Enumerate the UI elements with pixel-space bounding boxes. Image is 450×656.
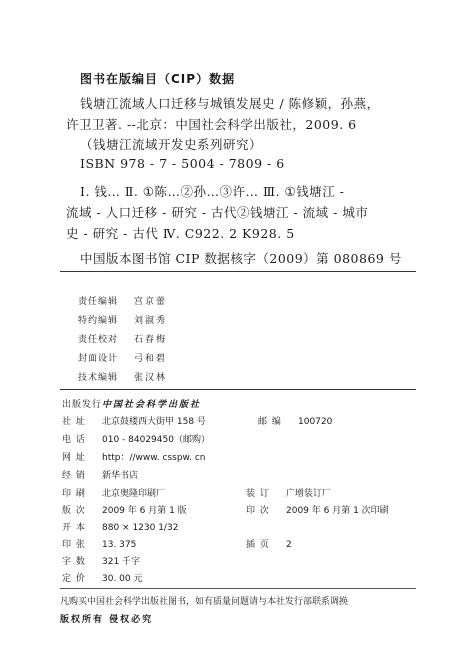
wordcount-value: 321 千字 <box>102 557 141 567</box>
format-value: 880 × 1230 1/32 <box>102 523 179 533</box>
cip-line-7: 史 - 研究 - 古代 Ⅳ. C922. 2 K928. 5 <box>66 226 295 241</box>
cip-line-1: 钱塘江流域人口迁移与城镇发展史 / 陈修颖，孙燕， <box>80 96 380 111</box>
phone-row <box>62 432 210 445</box>
cip-title: 图书在版编目（CIP）数据 <box>80 72 236 86</box>
inserts-row <box>246 537 292 550</box>
staff-value: 刘淑秀 <box>134 316 168 326</box>
postcode-value: 100720 <box>298 417 333 427</box>
website-row <box>62 450 205 463</box>
distribution-row <box>62 468 138 481</box>
staff-value: 宫京蕾 <box>134 297 168 307</box>
wordcount-label: 字 数 <box>62 557 86 567</box>
cip-isbn: ISBN 978 - 7 - 5004 - 7809 - 6 <box>80 156 285 171</box>
staff-row <box>78 294 167 307</box>
staff-label: 封面设计 <box>78 354 119 364</box>
price-row <box>62 571 143 584</box>
cip-line-5: Ⅰ. 钱… Ⅱ. ①陈…②孙…③许… Ⅲ. ①钱塘江 - <box>80 184 345 199</box>
impression-label: 印 次 <box>246 506 270 516</box>
phone-value: 010 - 84029450（邮购） <box>102 435 210 445</box>
cip-line-6: 流域 - 人口迁移 - 研究 - 古代②钱塘江 - 流域 - 城市 <box>66 205 369 220</box>
format-row <box>62 520 178 533</box>
binding-row <box>246 486 331 499</box>
staff-label: 特约编辑 <box>78 316 119 326</box>
postcode-row <box>258 414 332 427</box>
copyright-notice: 版权所有 侵权必究 <box>60 615 154 625</box>
edition-row <box>62 503 187 516</box>
staff-label: 责任编辑 <box>78 297 119 307</box>
format-label: 开 本 <box>62 523 86 533</box>
staff-label: 技术编辑 <box>78 373 119 383</box>
website-label: 网 址 <box>62 453 86 463</box>
cip-line-3: （钱塘江流域开发史系列研究） <box>80 137 263 152</box>
publisher-row <box>62 397 201 410</box>
binding-value: 广增装订厂 <box>286 489 332 499</box>
printer-value: 北京奥隆印刷厂 <box>102 489 166 499</box>
staff-row <box>78 313 167 326</box>
sheets-label: 印 张 <box>62 540 86 550</box>
cip-line-2: 许卫卫著. --北京：中国社会科学出版社，2009. 6 <box>66 117 357 132</box>
staff-value: 张汉林 <box>134 373 168 383</box>
staff-value: 弓和碧 <box>134 354 168 364</box>
address-label: 社 址 <box>62 417 86 427</box>
edition-label: 版 次 <box>62 506 86 516</box>
staff-value: 石春梅 <box>134 335 168 345</box>
printer-row <box>62 486 165 499</box>
distribution-label: 经 销 <box>62 471 86 481</box>
binding-label: 装 订 <box>246 489 270 499</box>
sheets-row <box>62 537 136 550</box>
inserts-value: 2 <box>286 540 292 550</box>
address-value: 北京鼓楼西大街甲 158 号 <box>102 417 206 427</box>
quality-notice: 凡购买中国社会科学出版社图书，如有质量问题请与本社发行部联系调换 <box>60 597 349 607</box>
website-value: http：//www. csspw. cn <box>102 453 206 463</box>
staff-row <box>78 370 167 383</box>
price-label: 定 价 <box>62 574 86 584</box>
price-value: 30. 00 元 <box>102 574 143 584</box>
cip-data-number: 中国版本图书馆 CIP 数据核字（2009）第 080869 号 <box>80 251 402 266</box>
distribution-value: 新华书店 <box>102 471 139 481</box>
staff-label: 责任校对 <box>78 335 119 345</box>
staff-row <box>78 332 167 345</box>
publisher-label: 出版发行 <box>62 400 103 410</box>
wordcount-row <box>62 554 140 567</box>
divider <box>60 389 416 390</box>
edition-value: 2009 年 6 月第 1 版 <box>102 506 187 516</box>
sheets-value: 13. 375 <box>102 540 137 550</box>
printer-label: 印 刷 <box>62 489 86 499</box>
impression-row <box>246 503 389 516</box>
phone-label: 电 话 <box>62 435 86 445</box>
impression-value: 2009 年 6 月第 1 次印刷 <box>286 506 389 516</box>
publisher-name: 中国社会科学出版社 <box>102 400 202 410</box>
staff-row <box>78 351 167 364</box>
inserts-label: 插 页 <box>246 540 270 550</box>
divider <box>60 588 416 589</box>
postcode-label: 邮 编 <box>258 417 282 427</box>
divider <box>60 271 416 272</box>
address-row <box>62 414 206 427</box>
